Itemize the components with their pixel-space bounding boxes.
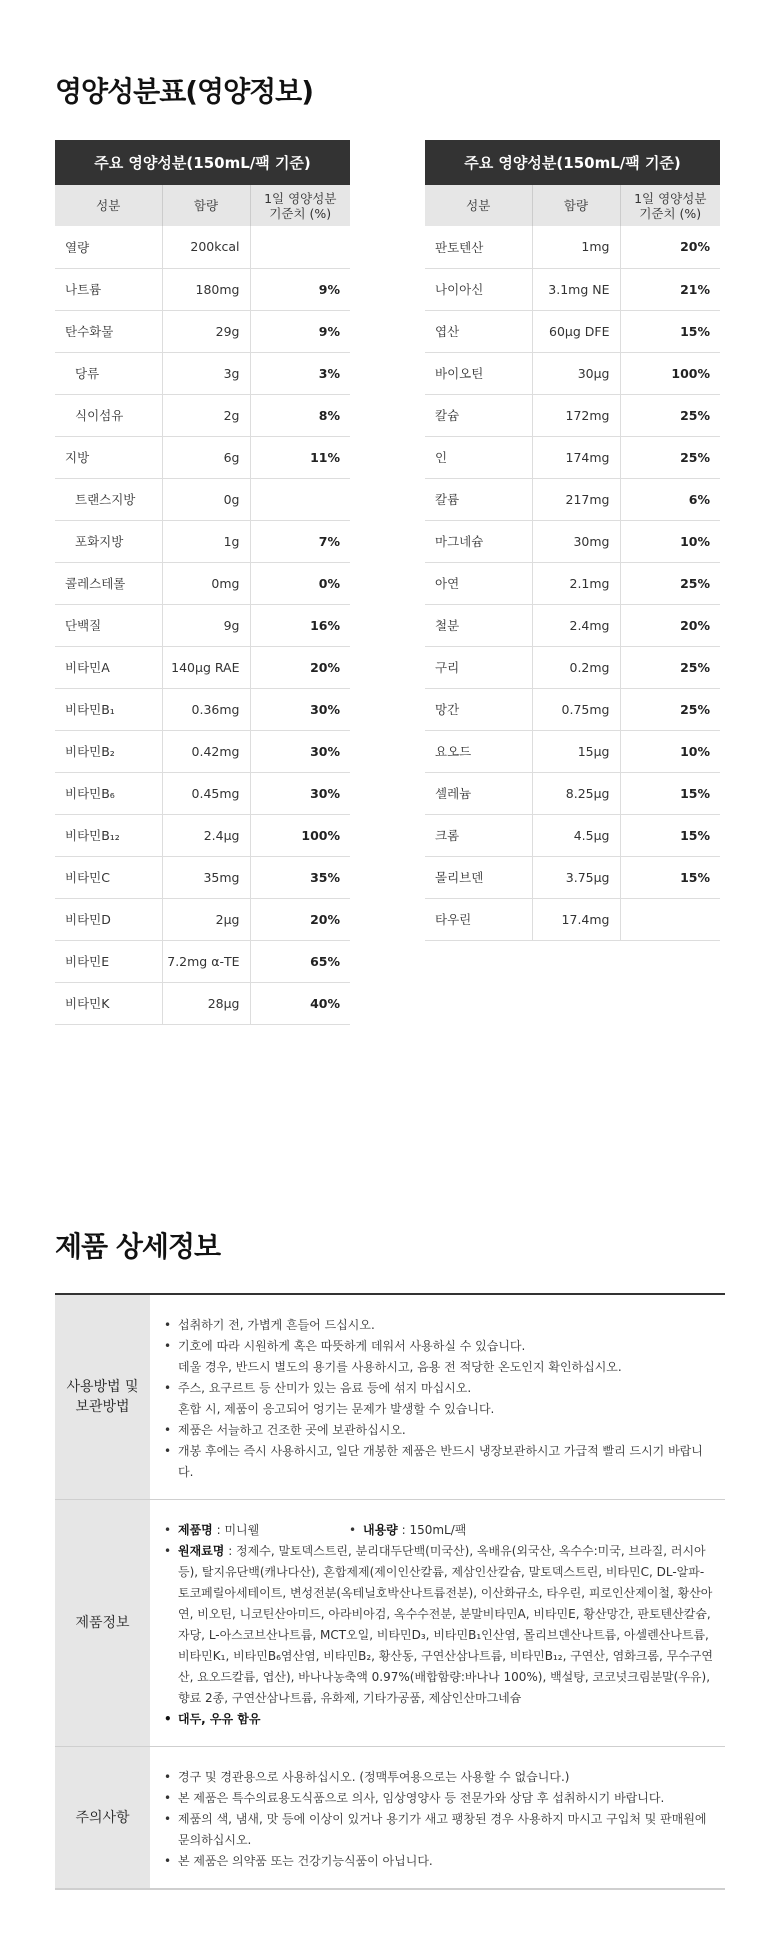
table-row (55, 646, 350, 688)
nutrient-daily-value: 20% (620, 604, 720, 646)
list-item: • 본 제품은 의약품 또는 건강기능식품이 아닙니다. (164, 1851, 713, 1872)
table-row (55, 940, 350, 982)
caution-row (55, 1747, 725, 1890)
column-header-amount: 함량 (532, 185, 620, 226)
nutrient-daily-value: 10% (620, 520, 720, 562)
nutrient-amount: 7.2mg α-TE (162, 940, 250, 982)
table-row (425, 478, 720, 520)
nutrient-amount: 30mg (532, 520, 620, 562)
nutrient-name: 아연 (425, 562, 532, 604)
nutrient-amount: 1mg (532, 226, 620, 268)
nutrient-daily-value: 25% (620, 562, 720, 604)
nutrient-amount: 174mg (532, 436, 620, 478)
product-detail-table (55, 1293, 725, 1890)
usage-list (164, 1315, 713, 1483)
list-item: • 제품은 서늘하고 건조한 곳에 보관하십시오. (164, 1420, 713, 1441)
nutrient-name: 당류 (55, 352, 162, 394)
table-row (425, 688, 720, 730)
column-header-daily-value: 1일 영양성분 기준치 (%) (620, 185, 720, 226)
nutrient-name: 타우린 (425, 898, 532, 940)
nutrient-name: 비타민B₁ (55, 688, 162, 730)
nutrient-amount: 180mg (162, 268, 250, 310)
nutrient-amount: 35mg (162, 856, 250, 898)
nutrient-amount: 0.45mg (162, 772, 250, 814)
nutrient-name: 열량 (55, 226, 162, 268)
product-name: • 제품명 : 미니웰 (164, 1520, 349, 1541)
product-name-volume-line (164, 1520, 713, 1541)
nutrient-amount: 200kcal (162, 226, 250, 268)
nutrient-daily-value: 20% (620, 226, 720, 268)
nutrient-amount: 0.36mg (162, 688, 250, 730)
nutrient-name: 나트륨 (55, 268, 162, 310)
nutrient-name: 단백질 (55, 604, 162, 646)
nutrient-daily-value: 15% (620, 856, 720, 898)
nutrient-daily-value: 25% (620, 436, 720, 478)
caution-list (164, 1767, 713, 1872)
nutrient-amount: 4.5μg (532, 814, 620, 856)
nutrient-amount: 3g (162, 352, 250, 394)
nutrient-daily-value (250, 226, 350, 268)
table-row (55, 772, 350, 814)
nutrient-name: 몰리브덴 (425, 856, 532, 898)
nutrient-amount: 2.4mg (532, 604, 620, 646)
table-caption: 주요 영양성분(150mL/팩 기준) (55, 140, 350, 185)
nutrient-amount: 3.1mg NE (532, 268, 620, 310)
table-row (55, 226, 350, 268)
nutrient-amount: 3.75μg (532, 856, 620, 898)
nutrient-daily-value: 15% (620, 772, 720, 814)
nutrient-amount: 1g (162, 520, 250, 562)
table-row (425, 772, 720, 814)
table-row (55, 310, 350, 352)
table-row (425, 352, 720, 394)
ingredients: • 원재료명 : 정제수, 말토덱스트린, 분리대두단백(미국산), 옥배유(외국산, 옥수수:미국, 브라질, 러시아 등), 탈지유단백(캐나다산), 혼합제제(제이인산칼륨, 제삼인산칼슘, 말토덱스트린, 비타민C, DL-알파-토코페릴아세테이트, 변성전분(옥테닐호박산나트륨전분), 이산화규소, 타우린, 피로인산제이철, 황산아연, 비오틴, 니코틴산아미드, 아라비아검, 옥수수전분, 분말비타민A, 비타민E, 황산망간, 판토텐산칼슘, 자당, L-아스코브산나트륨, MCT오일, 비타민D₃, 비타민B₁인산염, 몰리브덴산나트륨, 아셀렌산나트륨, 비타민K₁, 비타민B₆염산염, 비타민B₂, 황산동, 구연산삼나트륨, 비타민B₁₂, 구연산, 염화크롬, 무수구연산, 요오드칼륨, 엽산), 바나나농축액 0.97%(배합함량:바나나 100%), 백설탕, 코코넛크림분말(우유), 향료 2종, 구연산삼나트륨, 유화제, 기타가공품, 제삼인산마그네슘 (164, 1541, 713, 1709)
table-row (425, 856, 720, 898)
table-row (425, 562, 720, 604)
nutrient-daily-value: 35% (250, 856, 350, 898)
list-item: • 경구 및 경관용으로 사용하십시오. (정맥투여용으로는 사용할 수 없습니다.) (164, 1767, 713, 1788)
nutrient-amount: 140μg RAE (162, 646, 250, 688)
nutrient-name: 포화지방 (55, 520, 162, 562)
table-row (55, 730, 350, 772)
nutrient-name: 바이오틴 (425, 352, 532, 394)
nutrient-name: 나이아신 (425, 268, 532, 310)
table-row (425, 646, 720, 688)
nutrient-amount: 9g (162, 604, 250, 646)
nutrient-name: 비타민B₆ (55, 772, 162, 814)
nutrition-table-left (55, 140, 350, 1025)
nutrient-name: 마그네슘 (425, 520, 532, 562)
product-volume: • 내용량 : 150mL/팩 (349, 1520, 534, 1541)
allergy-info: • 대두, 우유 함유 (164, 1709, 713, 1730)
table-row (425, 730, 720, 772)
nutrient-amount: 2μg (162, 898, 250, 940)
table-row (55, 268, 350, 310)
table-row (425, 310, 720, 352)
nutrient-amount: 8.25μg (532, 772, 620, 814)
nutrient-daily-value: 10% (620, 730, 720, 772)
nutrient-daily-value: 9% (250, 310, 350, 352)
nutrient-name: 비타민B₁₂ (55, 814, 162, 856)
nutrient-daily-value: 7% (250, 520, 350, 562)
nutrient-amount: 0.75mg (532, 688, 620, 730)
nutrient-daily-value: 16% (250, 604, 350, 646)
usage-header: 사용방법 및 보관방법 (55, 1294, 150, 1500)
nutrient-name: 지방 (55, 436, 162, 478)
nutrient-daily-value: 40% (250, 982, 350, 1024)
nutrient-daily-value: 25% (620, 688, 720, 730)
nutrient-daily-value: 25% (620, 646, 720, 688)
nutrient-name: 트랜스지방 (55, 478, 162, 520)
nutrient-amount: 2g (162, 394, 250, 436)
table-row (55, 898, 350, 940)
nutrient-daily-value: 15% (620, 814, 720, 856)
nutrient-name: 판토텐산 (425, 226, 532, 268)
product-info-header: 제품정보 (55, 1500, 150, 1747)
list-item: • 주스, 요구르트 등 산미가 있는 음료 등에 섞지 마십시오. 혼합 시, 제품이 응고되어 엉기는 문제가 발생할 수 있습니다. (164, 1378, 713, 1420)
nutrient-daily-value (250, 478, 350, 520)
nutrient-daily-value: 3% (250, 352, 350, 394)
column-header-daily-value: 1일 영양성분 기준치 (%) (250, 185, 350, 226)
table-row (55, 604, 350, 646)
nutrient-name: 콜레스테롤 (55, 562, 162, 604)
list-item: • 본 제품은 특수의료용도식품으로 의사, 임상영양사 등 전문가와 상담 후 섭취하시기 바랍니다. (164, 1788, 713, 1809)
nutrient-daily-value: 21% (620, 268, 720, 310)
list-item: • 기호에 따라 시원하게 혹은 따뜻하게 데워서 사용하실 수 있습니다. 데울 경우, 반드시 별도의 용기를 사용하시고, 음용 전 적당한 온도인지 확인하십시오. (164, 1336, 713, 1378)
table-row (55, 856, 350, 898)
nutrition-table-right (425, 140, 720, 941)
nutrient-name: 비타민K (55, 982, 162, 1024)
nutrient-amount: 6g (162, 436, 250, 478)
nutrient-daily-value: 11% (250, 436, 350, 478)
detail-title: 제품 상세정보 (55, 1230, 221, 1263)
table-row (55, 982, 350, 1024)
nutrient-name: 엽산 (425, 310, 532, 352)
nutrient-name: 비타민D (55, 898, 162, 940)
nutrient-daily-value: 20% (250, 898, 350, 940)
nutrient-daily-value: 0% (250, 562, 350, 604)
nutrient-name: 요오드 (425, 730, 532, 772)
table-row (425, 226, 720, 268)
nutrient-amount: 17.4mg (532, 898, 620, 940)
nutrient-daily-value: 30% (250, 772, 350, 814)
nutrient-name: 구리 (425, 646, 532, 688)
nutrient-amount: 172mg (532, 394, 620, 436)
table-row (55, 478, 350, 520)
table-row (425, 436, 720, 478)
nutrient-amount: 2.1mg (532, 562, 620, 604)
nutrient-amount: 29g (162, 310, 250, 352)
nutrient-daily-value: 9% (250, 268, 350, 310)
nutrient-daily-value: 25% (620, 394, 720, 436)
list-item: • 섭취하기 전, 가볍게 흔들어 드십시오. (164, 1315, 713, 1336)
nutrient-daily-value: 30% (250, 688, 350, 730)
nutrient-name: 비타민E (55, 940, 162, 982)
table-row (425, 268, 720, 310)
nutrient-name: 식이섬유 (55, 394, 162, 436)
nutrient-daily-value: 6% (620, 478, 720, 520)
nutrient-name: 인 (425, 436, 532, 478)
nutrient-amount: 0g (162, 478, 250, 520)
table-row (425, 520, 720, 562)
nutrient-amount: 0mg (162, 562, 250, 604)
nutrient-amount: 28μg (162, 982, 250, 1024)
nutrient-amount: 0.42mg (162, 730, 250, 772)
nutrient-name: 칼슘 (425, 394, 532, 436)
nutrient-amount: 0.2mg (532, 646, 620, 688)
nutrient-name: 망간 (425, 688, 532, 730)
table-row (55, 352, 350, 394)
nutrition-title: 영양성분표(영양정보) (55, 75, 314, 108)
nutrient-name: 칼륨 (425, 478, 532, 520)
column-header-name: 성분 (55, 185, 162, 226)
table-row (55, 394, 350, 436)
nutrient-daily-value: 8% (250, 394, 350, 436)
nutrient-amount: 217mg (532, 478, 620, 520)
table-row (425, 898, 720, 940)
nutrient-name: 철분 (425, 604, 532, 646)
nutrient-daily-value: 100% (620, 352, 720, 394)
nutrient-daily-value: 30% (250, 730, 350, 772)
table-row (55, 814, 350, 856)
list-item: • 제품의 색, 냄새, 맛 등에 이상이 있거나 용기가 새고 팽창된 경우 사용하지 마시고 구입처 및 판매원에 문의하십시오. (164, 1809, 713, 1851)
nutrient-name: 비타민B₂ (55, 730, 162, 772)
table-row (425, 604, 720, 646)
table-caption: 주요 영양성분(150mL/팩 기준) (425, 140, 720, 185)
list-item: • 개봉 후에는 즉시 사용하시고, 일단 개봉한 제품은 반드시 냉장보관하시고 가급적 빨리 드시기 바랍니다. (164, 1441, 713, 1483)
nutrient-daily-value: 100% (250, 814, 350, 856)
nutrient-daily-value: 20% (250, 646, 350, 688)
table-row (55, 688, 350, 730)
usage-row (55, 1294, 725, 1500)
table-row (55, 520, 350, 562)
nutrient-amount: 30μg (532, 352, 620, 394)
product-info-row (55, 1500, 725, 1747)
nutrient-amount: 2.4μg (162, 814, 250, 856)
nutrient-daily-value (620, 898, 720, 940)
nutrient-daily-value: 65% (250, 940, 350, 982)
nutrient-name: 비타민C (55, 856, 162, 898)
nutrient-daily-value: 15% (620, 310, 720, 352)
column-header-amount: 함량 (162, 185, 250, 226)
table-row (425, 394, 720, 436)
caution-header: 주의사항 (55, 1747, 150, 1890)
table-row (55, 562, 350, 604)
nutrient-name: 비타민A (55, 646, 162, 688)
column-header-name: 성분 (425, 185, 532, 226)
table-row (425, 814, 720, 856)
nutrient-amount: 15μg (532, 730, 620, 772)
table-row (55, 436, 350, 478)
nutrient-name: 셀레늄 (425, 772, 532, 814)
nutrient-name: 탄수화물 (55, 310, 162, 352)
nutrient-name: 크롬 (425, 814, 532, 856)
nutrient-amount: 60μg DFE (532, 310, 620, 352)
